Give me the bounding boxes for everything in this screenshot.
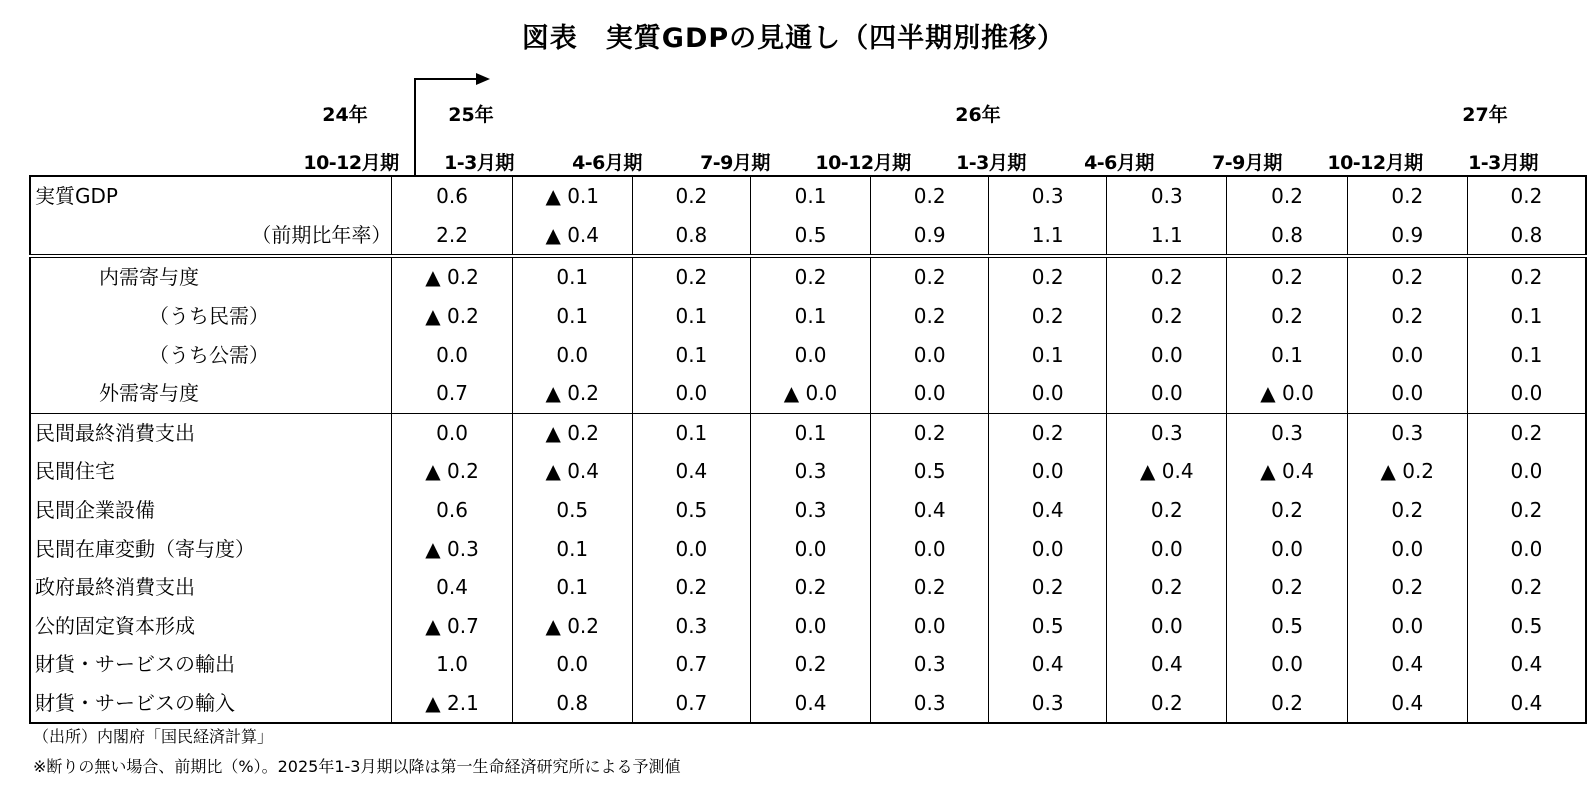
value-cell: 0.2 (1107, 684, 1227, 724)
page-title: 図表 実質GDPの見通し（四半期別推移） (521, 23, 1066, 54)
row-label: 民間住宅 (35, 459, 115, 484)
value-cell: 0.0 (750, 529, 870, 568)
period-header: 10-12月期 (303, 152, 399, 174)
table-row (30, 645, 1586, 684)
value-cell: 0.9 (871, 216, 989, 257)
value-cell: 0.0 (1347, 335, 1467, 374)
value-cell: 0.1 (750, 413, 870, 452)
period-header: 7-9月期 (700, 152, 770, 174)
value-cell: 0.6 (392, 491, 512, 530)
value-cell: 0.2 (1227, 176, 1347, 216)
value-cell: ▲ 0.2 (392, 256, 512, 297)
value-cell: 0.2 (989, 297, 1107, 336)
value-cell: 0.2 (750, 256, 870, 297)
value-cell: 0.2 (871, 297, 989, 336)
row-label: 財貨・サービスの輸入 (35, 691, 235, 716)
value-cell: 0.0 (989, 374, 1107, 413)
row-label: 財貨・サービスの輸出 (35, 652, 235, 677)
value-cell: ▲ 0.4 (512, 216, 632, 257)
value-cell: 0.2 (1227, 684, 1347, 724)
value-cell: 0.6 (392, 176, 512, 216)
value-cell: ▲ 0.2 (1347, 452, 1467, 491)
value-cell: 0.5 (1467, 607, 1586, 646)
gdp-forecast-table (29, 175, 1587, 724)
value-cell: 0.0 (1467, 529, 1586, 568)
value-cell: 0.0 (989, 452, 1107, 491)
value-cell: 1.1 (989, 216, 1107, 257)
value-cell: 0.1 (1467, 335, 1586, 374)
year-label-26: 26年 (955, 104, 1001, 126)
period-header-row (287, 148, 1567, 175)
value-cell: 0.0 (750, 607, 870, 646)
table-row (30, 568, 1586, 607)
value-cell: 0.0 (1227, 645, 1347, 684)
value-cell: 0.5 (1227, 607, 1347, 646)
table-row (30, 256, 1586, 297)
row-label: 民間最終消費支出 (35, 420, 195, 445)
period-header: 1-3月期 (444, 152, 514, 174)
value-cell: 0.0 (1227, 529, 1347, 568)
table-row (30, 684, 1586, 724)
value-cell: 0.1 (512, 529, 632, 568)
value-cell: ▲ 0.1 (512, 176, 632, 216)
period-header: 1-3月期 (1468, 152, 1538, 174)
value-cell: 0.0 (512, 335, 632, 374)
year-label-25: 25年 (448, 104, 494, 126)
value-cell: 0.2 (1467, 256, 1586, 297)
value-cell: ▲ 0.3 (392, 529, 512, 568)
value-cell: 0.1 (750, 176, 870, 216)
value-cell: 0.2 (1107, 491, 1227, 530)
row-label: 内需寄与度 (99, 265, 199, 290)
row-label: 政府最終消費支出 (35, 575, 195, 600)
value-cell: 0.2 (871, 568, 989, 607)
value-cell: ▲ 0.2 (512, 607, 632, 646)
value-cell: 0.2 (1107, 297, 1227, 336)
value-cell: 0.0 (871, 374, 989, 413)
value-cell: 0.2 (750, 645, 870, 684)
value-cell: 0.3 (1347, 413, 1467, 452)
value-cell: 0.4 (1467, 645, 1586, 684)
value-cell: ▲ 0.7 (392, 607, 512, 646)
value-cell: 0.3 (750, 491, 870, 530)
value-cell: 0.1 (1467, 297, 1586, 336)
value-cell: 0.2 (1347, 491, 1467, 530)
row-label: （うち公需） (149, 342, 269, 367)
value-cell: 0.2 (1107, 256, 1227, 297)
value-cell: 0.2 (1347, 256, 1467, 297)
value-cell: 0.0 (871, 335, 989, 374)
value-cell: 0.0 (1107, 335, 1227, 374)
value-cell: 1.0 (392, 645, 512, 684)
value-cell: 0.8 (512, 684, 632, 724)
table-row (30, 374, 1586, 413)
value-cell: 0.2 (1227, 256, 1347, 297)
value-cell: 0.2 (1347, 297, 1467, 336)
row-label: 民間在庫変動（寄与度） (35, 536, 255, 561)
value-cell: ▲ 0.4 (1107, 452, 1227, 491)
table-row (30, 176, 1586, 216)
remark-note: ※断りの無い場合、前期比（%）。2025年1-3月期以降は第一生命経済研究所による予測値 (33, 757, 681, 776)
value-cell: 0.8 (632, 216, 750, 257)
period-header: 1-3月期 (956, 152, 1026, 174)
value-cell: 0.0 (1107, 529, 1227, 568)
value-cell: 0.7 (392, 374, 512, 413)
value-cell: 0.0 (871, 607, 989, 646)
value-cell: 0.4 (750, 684, 870, 724)
value-cell: 0.3 (750, 452, 870, 491)
period-header: 4-6月期 (1084, 152, 1154, 174)
value-cell: 0.7 (632, 684, 750, 724)
value-cell: 0.4 (632, 452, 750, 491)
value-cell: 0.2 (632, 176, 750, 216)
table-row (30, 529, 1586, 568)
value-cell: 0.2 (1227, 297, 1347, 336)
period-header: 10-12月期 (1327, 152, 1423, 174)
value-cell: 0.2 (989, 256, 1107, 297)
value-cell: 0.1 (512, 568, 632, 607)
value-cell: 0.3 (1227, 413, 1347, 452)
value-cell: 0.2 (1347, 176, 1467, 216)
table-row (30, 413, 1586, 452)
value-cell: 0.0 (1107, 374, 1227, 413)
value-cell: 0.3 (871, 684, 989, 724)
value-cell: 0.1 (632, 297, 750, 336)
value-cell: 0.5 (632, 491, 750, 530)
value-cell: 0.1 (512, 297, 632, 336)
value-cell: 0.4 (1107, 645, 1227, 684)
value-cell: ▲ 2.1 (392, 684, 512, 724)
row-label: （うち民需） (149, 304, 269, 329)
row-label: 外需寄与度 (30, 374, 392, 413)
value-cell: 0.0 (1107, 607, 1227, 646)
value-cell: 0.0 (1347, 374, 1467, 413)
value-cell: 0.5 (750, 216, 870, 257)
value-cell: 0.2 (871, 256, 989, 297)
table-row (30, 491, 1586, 530)
value-cell: 0.2 (632, 568, 750, 607)
value-cell: 0.3 (871, 645, 989, 684)
value-cell: 0.2 (871, 176, 989, 216)
source-note: （出所）内閣府「国民経済計算」 (33, 727, 274, 746)
value-cell: 0.4 (392, 568, 512, 607)
value-cell: 0.8 (1467, 216, 1586, 257)
value-cell: 0.4 (871, 491, 989, 530)
value-cell: ▲ 0.0 (1227, 374, 1347, 413)
value-cell: 0.4 (1347, 684, 1467, 724)
period-header: 4-6月期 (572, 152, 642, 174)
value-cell: 0.1 (632, 335, 750, 374)
table-row (30, 297, 1586, 336)
value-cell: 0.0 (632, 529, 750, 568)
value-cell: 1.1 (1107, 216, 1227, 257)
value-cell: 0.2 (1467, 176, 1586, 216)
value-cell: ▲ 0.4 (512, 452, 632, 491)
table-row (30, 216, 1586, 257)
value-cell: 0.1 (989, 335, 1107, 374)
value-cell: 0.0 (1347, 529, 1467, 568)
value-cell: 0.0 (1467, 374, 1586, 413)
value-cell: 0.2 (1107, 568, 1227, 607)
value-cell: 0.7 (632, 645, 750, 684)
value-cell: 0.2 (989, 413, 1107, 452)
value-cell: 0.2 (1227, 568, 1347, 607)
value-cell: 0.3 (1107, 176, 1227, 216)
row-label: （前期比年率） (30, 216, 392, 257)
value-cell: 0.8 (1227, 216, 1347, 257)
value-cell: 0.2 (1467, 568, 1586, 607)
period-header: 10-12月期 (815, 152, 911, 174)
value-cell: 0.1 (632, 413, 750, 452)
value-cell: 0.1 (1227, 335, 1347, 374)
value-cell: 0.0 (392, 413, 512, 452)
row-label: 実質GDP (35, 184, 118, 209)
value-cell: ▲ 0.2 (392, 297, 512, 336)
value-cell: ▲ 0.4 (1227, 452, 1347, 491)
value-cell: 0.2 (1227, 491, 1347, 530)
row-label: 民間企業設備 (35, 498, 155, 523)
value-cell: 0.3 (1107, 413, 1227, 452)
value-cell: 0.2 (1467, 413, 1586, 452)
value-cell: 0.4 (989, 491, 1107, 530)
year-label-27: 27年 (1462, 104, 1508, 126)
value-cell: 0.3 (632, 607, 750, 646)
value-cell: 0.0 (1467, 452, 1586, 491)
value-cell: ▲ 0.2 (392, 452, 512, 491)
value-cell: 0.4 (1467, 684, 1586, 724)
value-cell: 0.0 (1347, 607, 1467, 646)
value-cell: ▲ 0.2 (512, 374, 632, 413)
value-cell: 0.2 (989, 568, 1107, 607)
value-cell: 0.2 (871, 413, 989, 452)
table-row (30, 452, 1586, 491)
value-cell: 0.5 (989, 607, 1107, 646)
value-cell: 0.9 (1347, 216, 1467, 257)
value-cell: 0.2 (750, 568, 870, 607)
value-cell: 0.4 (1347, 645, 1467, 684)
value-cell: 0.0 (871, 529, 989, 568)
value-cell: 0.0 (750, 335, 870, 374)
year-label-24: 24年 (322, 104, 368, 126)
value-cell: 0.0 (512, 645, 632, 684)
value-cell: 2.2 (392, 216, 512, 257)
period-header: 7-9月期 (1212, 152, 1282, 174)
value-cell: 0.0 (632, 374, 750, 413)
value-cell: 0.2 (632, 256, 750, 297)
value-cell: ▲ 0.0 (750, 374, 870, 413)
table-row (30, 335, 1586, 374)
value-cell: 0.5 (871, 452, 989, 491)
value-cell: 0.5 (512, 491, 632, 530)
table-row (30, 607, 1586, 646)
value-cell: 0.4 (989, 645, 1107, 684)
row-label: 公的固定資本形成 (35, 613, 195, 638)
value-cell: 0.1 (750, 297, 870, 336)
value-cell: 0.0 (989, 529, 1107, 568)
value-cell: 0.1 (512, 256, 632, 297)
value-cell: 0.2 (1467, 491, 1586, 530)
value-cell: 0.3 (989, 176, 1107, 216)
value-cell: ▲ 0.2 (512, 413, 632, 452)
value-cell: 0.0 (392, 335, 512, 374)
value-cell: 0.3 (989, 684, 1107, 724)
value-cell: 0.2 (1347, 568, 1467, 607)
